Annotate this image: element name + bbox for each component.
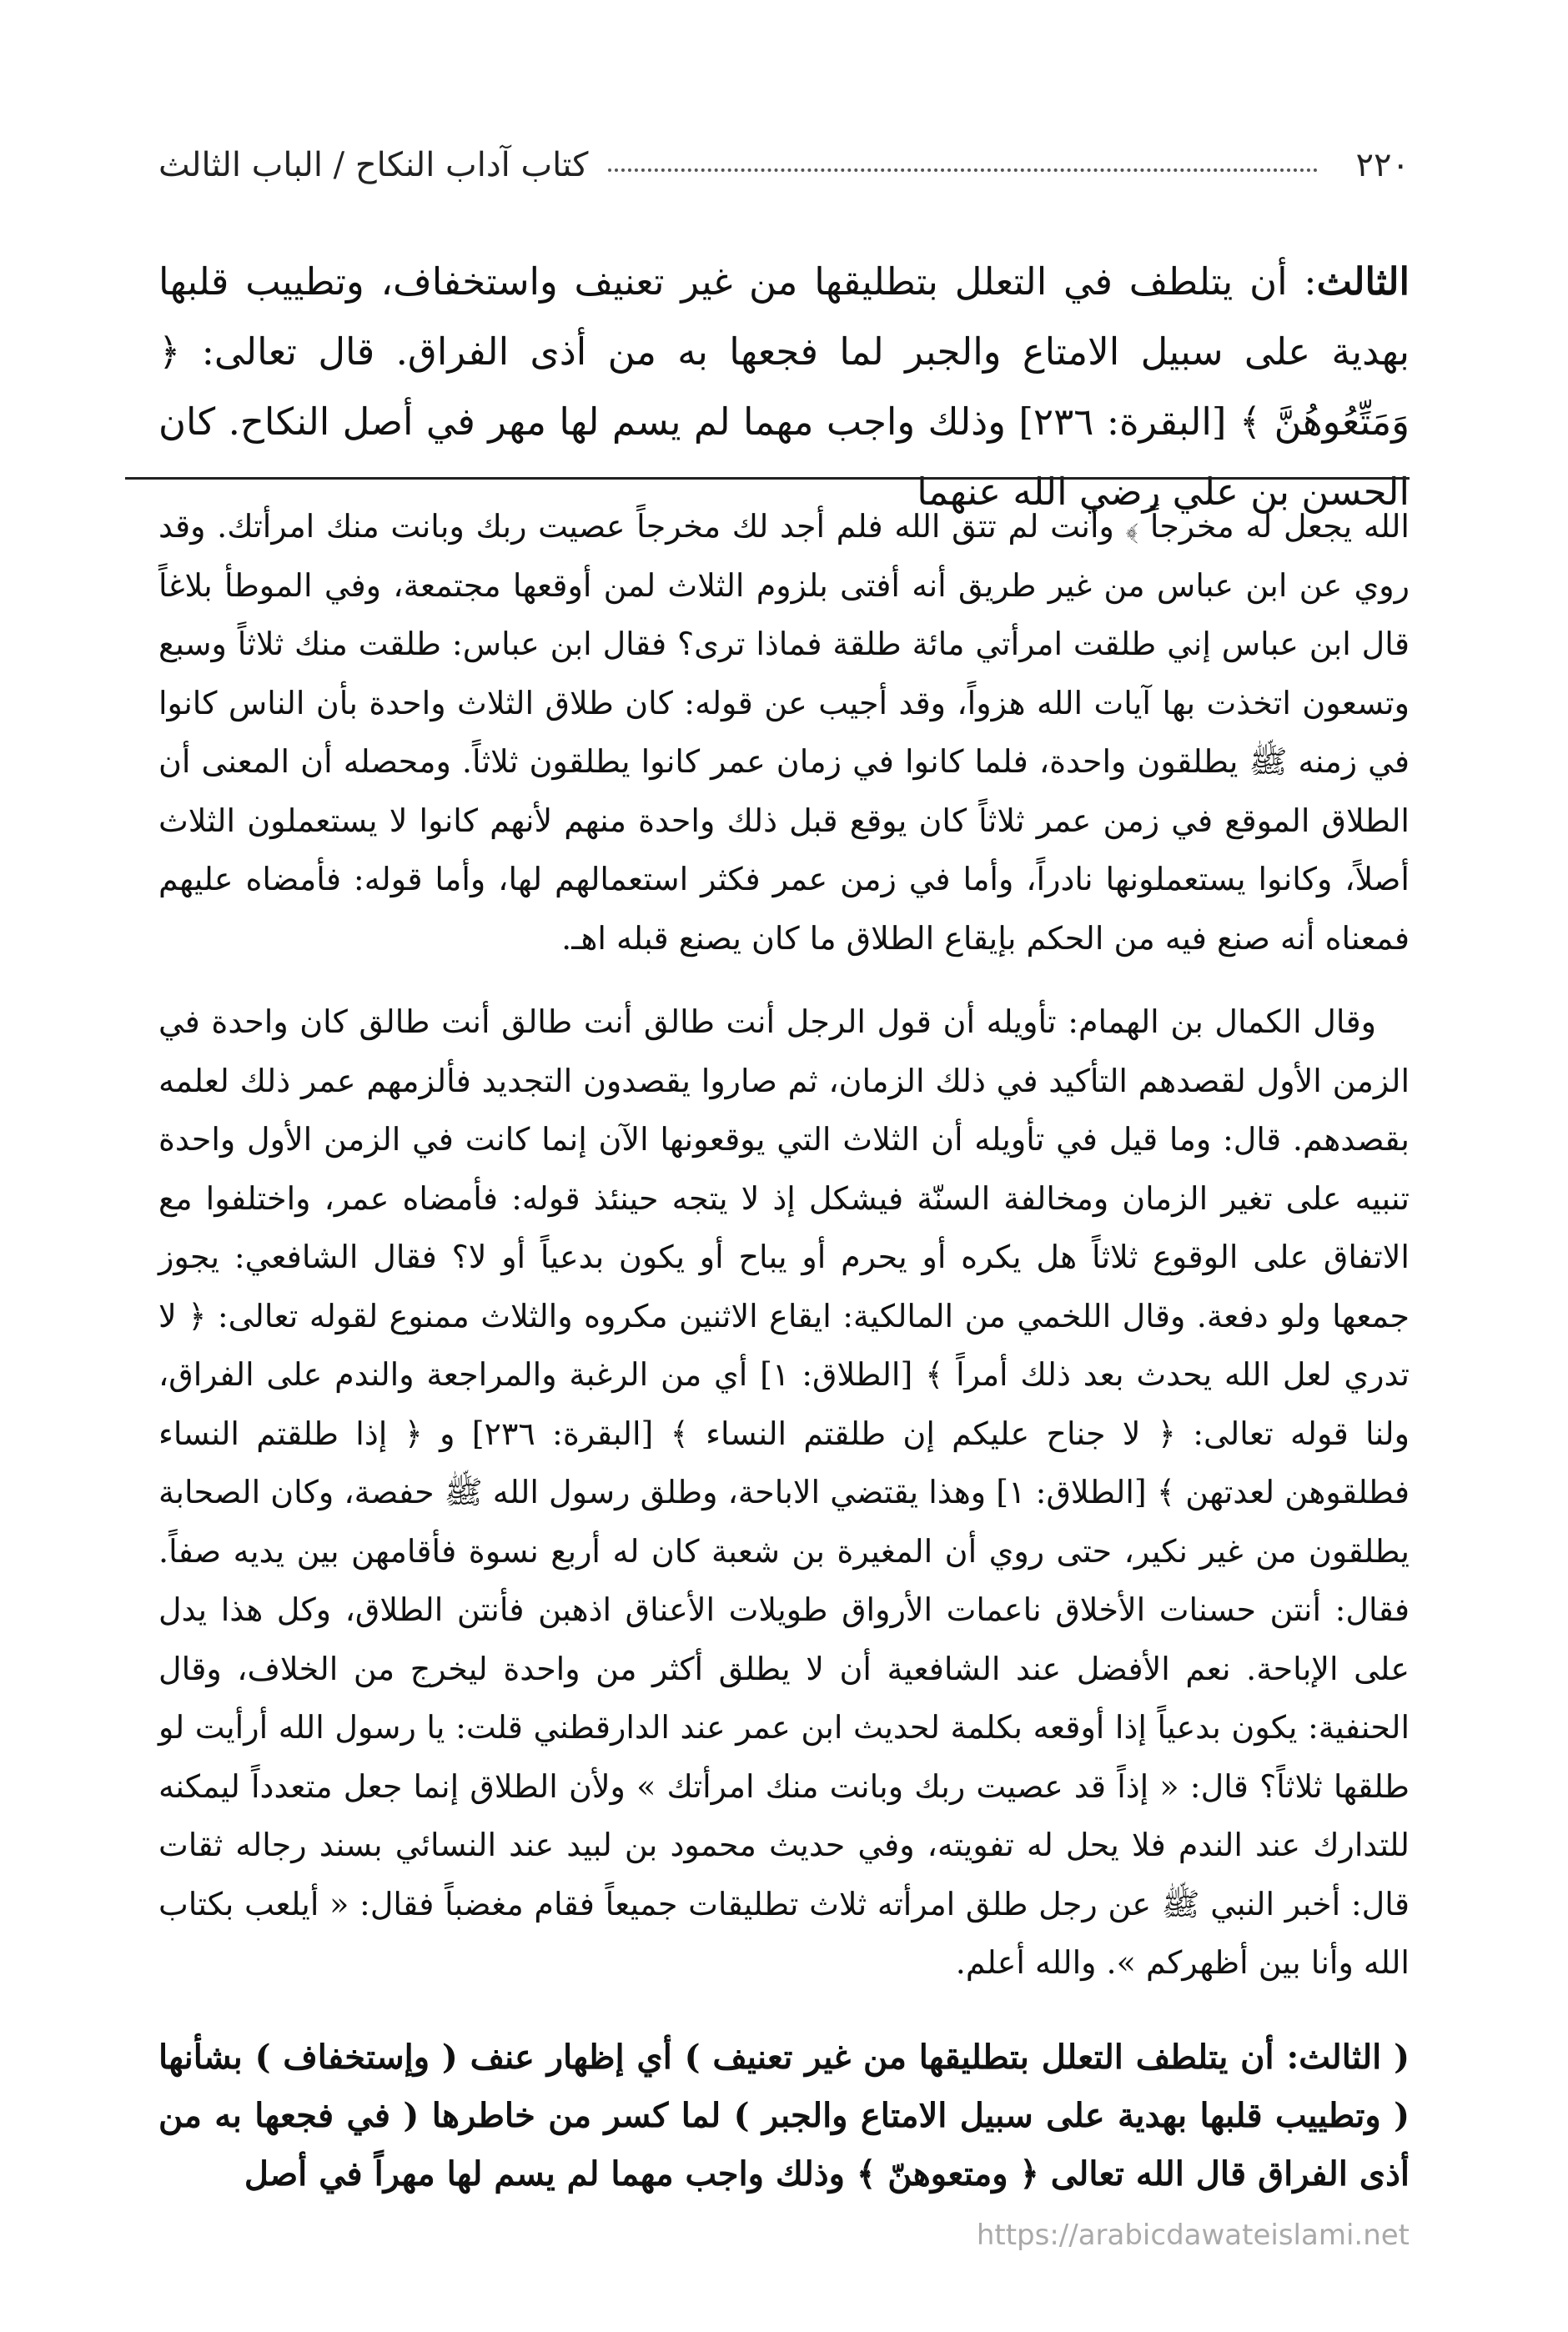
running-title: كتاب آداب النكاح / الباب الثالث <box>158 146 589 184</box>
page-number: ٢٢٠ <box>1355 146 1410 184</box>
running-header <box>158 140 1410 190</box>
main-lead-label: الثالث <box>1316 259 1410 304</box>
header-leader-dots <box>608 168 1317 172</box>
main-body: : أن يتلطف في التعلل بتطليقها من غير تعنيف واستخفاف، وتطييب قلبها بهدية على سبيل الامتاع والجبر لما فجعها به من أذى الفراق. قال تعالى: ﴿ وَمَتِّعُوهُنَّ ﴾ [البقرة: ٢٣٦] وذلك واجب مهما لم يسم لها مهر في أصل النكاح. كان الحسن بن علي رضي الله عنهما <box>158 259 1410 514</box>
footnote-paragraph-1: الله يجعل له مخرجاً ﴾ وأنت لم تتق الله فلم أجد لك مخرجاً عصيت ربك وبانت منك امرأتك. وقد روي عن ابن عباس من غير طريق أنه أفتى بلزوم الثلاث لمن أوقعها مجتمعة، وفي الموطأ بلاغاً قال ابن عباس إني طلقت امرأتي مائة طلقة فماذا ترى؟ فقال ابن عباس: طلقت منك ثلاثاً وسبع وتسعون اتخذت بها آيات الله هزواً، وقد أجيب عن قوله: كان طلاق الثلاث واحدة بأن الناس كانوا في زمنه ﷺ يطلقون واحدة، فلما كانوا في زمان عمر كانوا يطلقون ثلاثاً. ومحصله أن المعنى أن الطلاق الموقع في زمن عمر ثلاثاً كان يوقع قبل ذلك واحدة منهم لأنهم كانوا لا يستعملون الثلاث أصلاً، وكانوا يستعملونها نادراً، وأما في زمن عمر فكثر استعمالهم لها، وأما قوله: فأمضاه عليهم فمعناه أنه صنع فيه من الحكم بإيقاع الطلاق ما كان يصنع قبله اهـ. <box>158 508 1410 957</box>
main-text <box>158 247 1410 527</box>
watermark-url: https://arabicdawateislami.net <box>976 2219 1410 2252</box>
footnote-separator <box>125 477 1410 480</box>
commentary-text: ( الثالث: أن يتلطف التعلل بتطليقها من غير تعنيف ) أي إظهار عنف ( وإستخفاف ) بشأنها ( وتطييب قلبها بهدية على سبيل الامتاع والجبر ) لما كسر من خاطرها ( في فجعها به من أذى الفراق قال الله تعالى ﴿ ومتعوهنّ ﴾ وذلك واجب مهما لم يسم لها مهراً في أصل <box>158 2038 1410 2194</box>
footnote-paragraph-2: وقال الكمال بن الهمام: تأويله أن قول الرجل أنت طالق أنت طالق أنت طالق كان واحدة في الزمن الأول لقصدهم التأكيد في ذلك الزمان، ثم صاروا يقصدون التجديد فألزمهم عمر ذلك لعلمه بقصدهم. قال: وما قيل في تأويله أن الثلاث التي يوقعونها الآن إنما كانت في الزمن الأول واحدة تنبيه على تغير الزمان ومخالفة السنّة فيشكل إذ لا يتجه حينئذ قوله: فأمضاه عمر، واختلفوا مع الاتفاق على الوقوع ثلاثاً هل يكره أو يحرم أو يباح أو يكون بدعياً أو لا؟ فقال الشافعي: يجوز جمعها ولو دفعة. وقال اللخمي من المالكية: ايقاع الاثنين مكروه والثلاث ممنوع لقوله تعالى: ﴿ لا تدري لعل الله يحدث بعد ذلك أمراً ﴾ [الطلاق: ١] أي من الرغبة والمراجعة والندم على الفراق، ولنا قوله تعالى: ﴿ لا جناح عليكم إن طلقتم النساء ﴾ [البقرة: ٢٣٦] و ﴿ إذا طلقتم النساء فطلقوهن لعدتهن ﴾ [الطلاق: ١] وهذا يقتضي الاباحة، وطلق رسول الله ﷺ حفصة، وكان الصحابة يطلقون من غير نكير، حتى روي أن المغيرة بن شعبة كان له أربع نسوة فأقامهن بين يديه صفاً. فقال: أنتن حسنات الأخلاق ناعمات الأرواق طويلات الأعناق اذهبن فأنتن الطلاق، وكل هذا يدل على الإباحة. نعم الأفضل عند الشافعية أن لا يطلق أكثر من واحدة ليخرج من الخلاف، وقال الحنفية: يكون بدعياً إذا أوقعه بكلمة لحديث ابن عمر عند الدارقطني قلت: يا رسول الله أرأيت لو طلقها ثلاثاً؟ قال: « إذاً قد عصيت ربك وبانت منك امرأتك » ولأن الطلاق إنما جعل متعدداً ليمكنه للتدارك عند الندم فلا يحل له تفويته، وفي حديث محمود بن لبيد عند النسائي بسند رجاله ثقات قال: أخبر النبي ﷺ عن رجل طلق امرأته ثلاث تطليقات جميعاً فقام مغضباً فقال: « أيلعب بكتاب الله وأنا بين أظهركم ». والله أعلم. <box>158 1003 1410 1981</box>
